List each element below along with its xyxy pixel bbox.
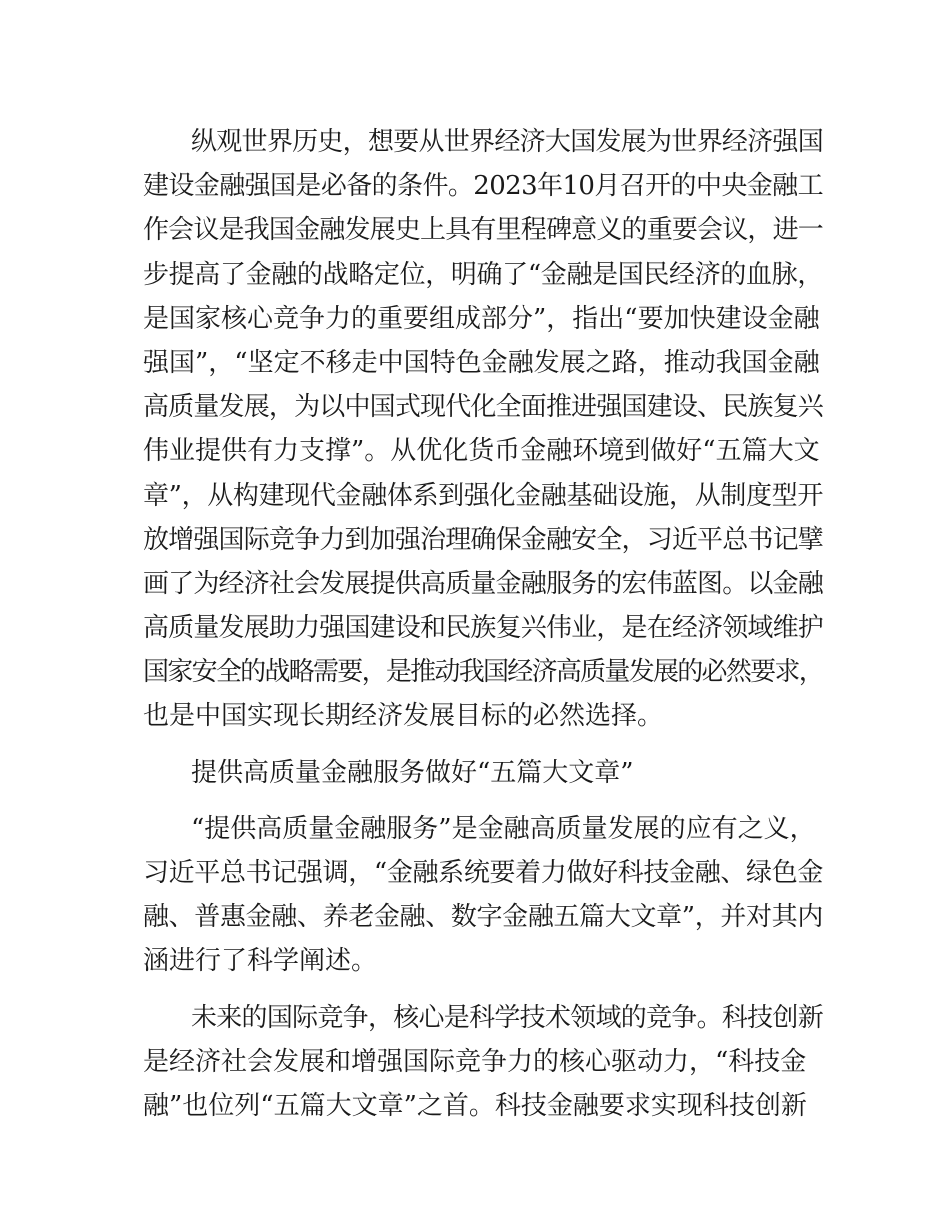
text-line: 也是中国实现长期经济发展目标的必然选择。	[143, 701, 664, 732]
text-line: 纵观世界历史，想要从世界经济大国发展为世界经济强国	[191, 127, 823, 157]
text-line: 强国”，“坚定不移走中国特色金融发展之路，推动我国金融	[143, 347, 820, 378]
text-line: 步提高了金融的战略定位，明确了“金融是国民经济的血脉，	[143, 259, 823, 290]
paragraph-intro	[143, 120, 823, 739]
text-line: 涵进行了科学阐述。	[143, 946, 378, 977]
text-line: 是经济社会发展和增强国际竞争力的核心驱动力，“科技金	[143, 1046, 807, 1077]
text-line: 习近平总书记强调，“金融系统要着力做好科技金融、绿色金	[143, 858, 823, 888]
text-line: 放增强国际竞争力到加强治理确保金融安全，习近平总书记擘	[143, 524, 823, 555]
text-line: 作会议是我国金融发展史上具有里程碑意义的重要会议，进一	[143, 215, 823, 246]
text-line: 高质量发展，为以中国式现代化全面推进强国建设、民族复兴	[143, 392, 823, 423]
text-line: 高质量发展助力强国建设和民族复兴伟业，是在经济领域维护	[143, 613, 823, 644]
paragraph-quality-service	[143, 807, 823, 984]
text-line: 画了为经济社会发展提供高质量金融服务的宏伟蓝图。以金融	[143, 568, 823, 599]
text-line: 融”也位列“五篇大文章”之首。科技金融要求实现科技创新	[143, 1090, 807, 1121]
paragraph-tech-finance	[143, 996, 823, 1129]
text-line: 伟业提供有力支撑”。从优化货币金融环境到做好“五篇大文	[143, 436, 820, 467]
text-line: 未来的国际竞争，核心是科学技术领域的竞争。科技创新	[191, 1002, 823, 1033]
text-line: 建设金融强国是必备的条件。2023年10月召开的中央金融工	[143, 171, 823, 202]
section-heading	[143, 751, 823, 795]
text-line: 国家安全的战略需要，是推动我国经济高质量发展的必然要求，	[143, 657, 823, 688]
document-body	[143, 120, 823, 1128]
text-line: 章”，从构建现代金融体系到强化金融基础设施，从制度型开	[143, 480, 823, 511]
section-heading-text: 提供高质量金融服务做好“五篇大文章”	[191, 757, 634, 788]
text-line: 是国家核心竞争力的重要组成部分”，指出“要加快建设金融	[143, 303, 820, 334]
text-line: 融、普惠金融、养老金融、数字金融五篇大文章”，并对其内	[143, 902, 823, 933]
text-line: “提供高质量金融服务”是金融高质量发展的应有之义，	[191, 813, 816, 844]
